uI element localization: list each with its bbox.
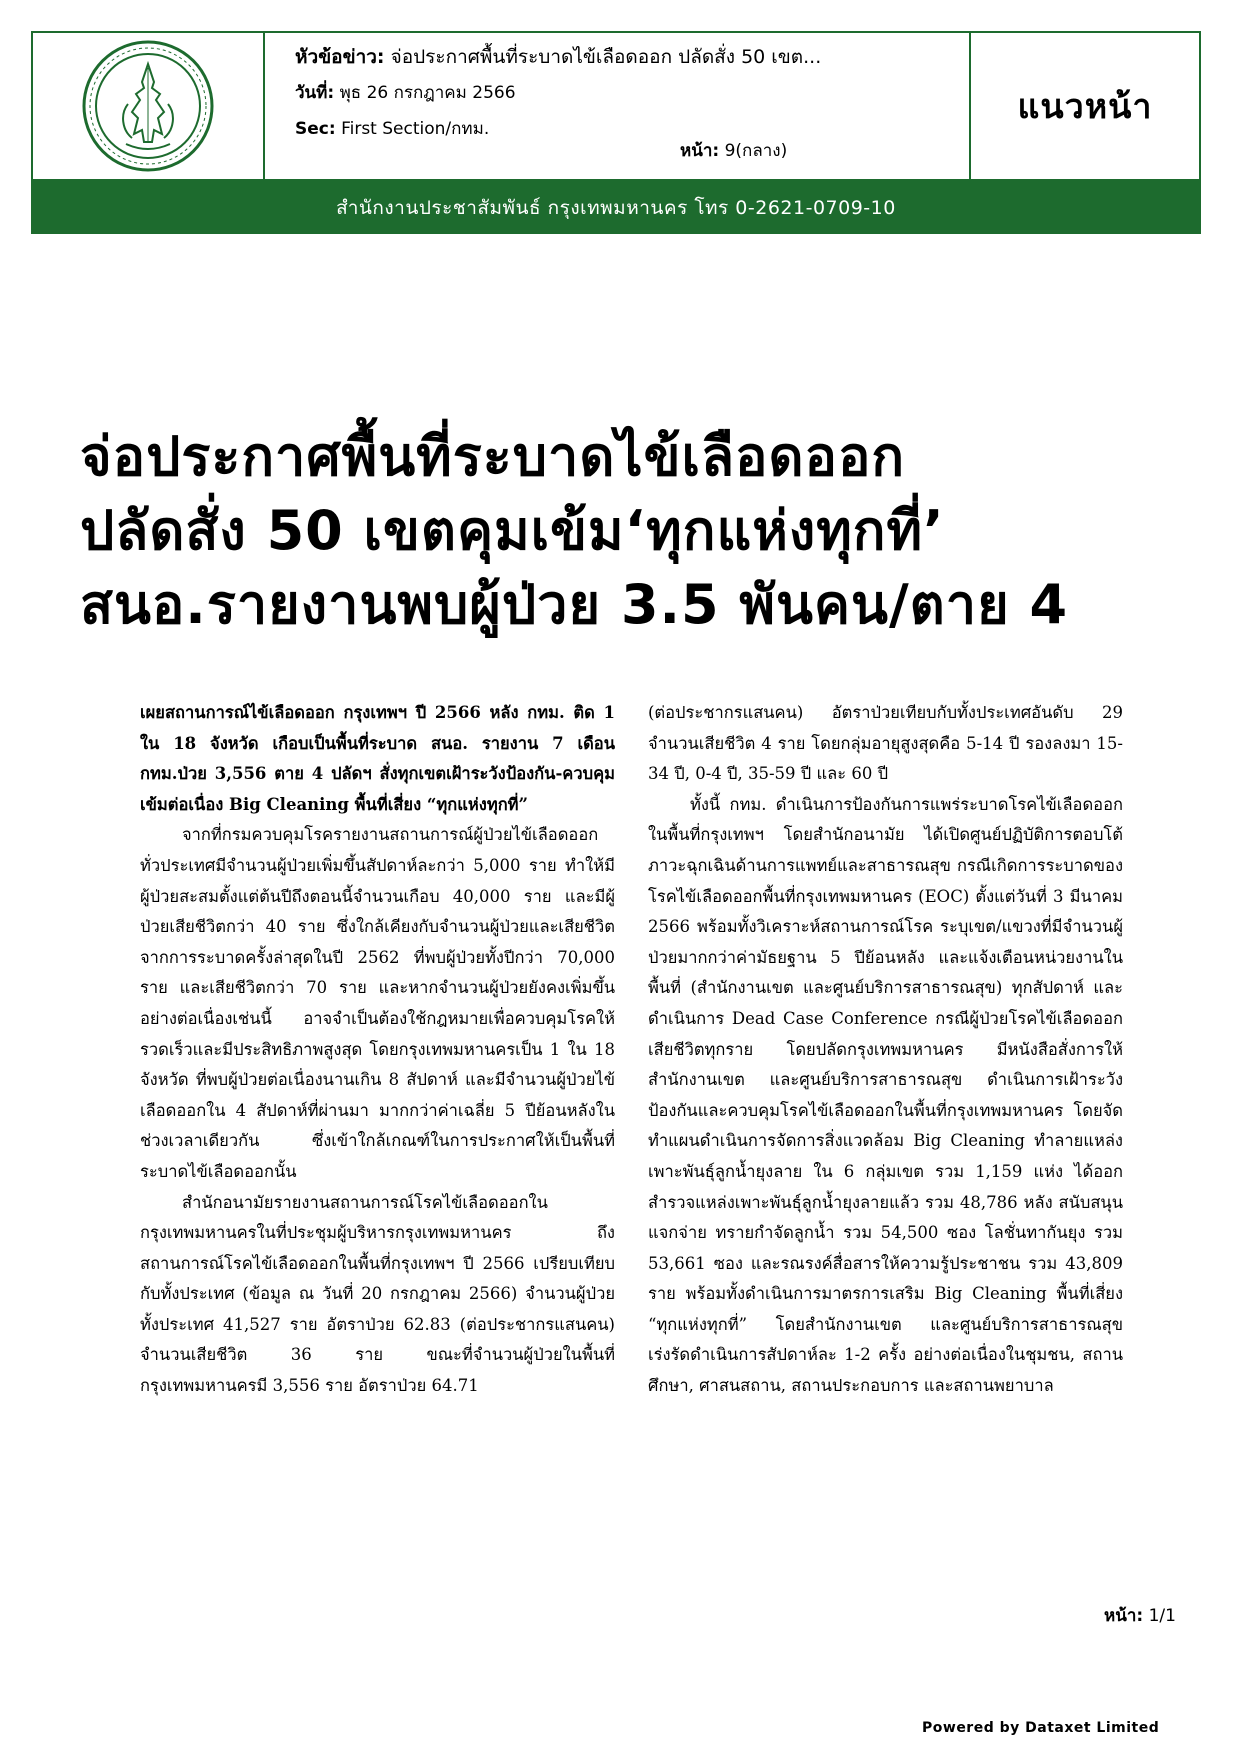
date-row [295,83,969,103]
date-label: วันที่: [295,83,335,103]
logo-cell [33,33,265,179]
title-line-1: จ่อประกาศพื้นที่ระบาดไข้เลือดออก [80,425,906,488]
footer-page-number [1104,1602,1176,1629]
date-value: พุธ 26 กรกฎาคม 2566 [339,83,516,103]
footer-page-value: 1/1 [1148,1606,1176,1626]
paragraph: จากที่กรมควบคุมโรครายงานสถานการณ์ผู้ป่วยไข้เลือดออกทั่วประเทศมีจำนวนผู้ป่วยเพิ่มขึ้นสัปดาห์ละกว่า 5,000 ราย ทำให้มีผู้ป่วยสะสมตั้งแต่ต้นปีถึงตอนนี้จำนวนเกือบ 40,000 ราย และมีผู้ป่วยเสียชีวิตกว่า 40 ราย ซึ่งใกล้เคียงกับจำนวนผู้ป่วยและเสียชีวิตจากการระบาดครั้งล่าสุดในปี 2562 ที่พบผู้ป่วยทั้งปีกว่า 70,000 ราย และเสียชีวิตกว่า 70 ราย และหากจำนวนผู้ป่วยยังคงเพิ่มขึ้นอย่างต่อเนื่องเช่นนี้ อาจจำเป็นต้องใช้กฎหมายเพื่อควบคุมโรคให้รวดเร็วและมีประสิทธิภาพสูงสุด โดยกรุงเทพมหานครเป็น 1 ใน 18 จังหวัด ที่พบผู้ป่วยต่อเนื่องนานเกิน 8 สัปดาห์ และมีจำนวนผู้ป่วยไข้เลือดออกใน 4 สัปดาห์ที่ผ่านมา มากกว่าค่าเฉลี่ย 5 ปีย้อนหลังในช่วงเวลาเดียวกัน ซึ่งเข้าใกล้เกณฑ์ในการประกาศให้เป็นพื้นที่ระบาดไข้เลือดออกนั้น [140,825,615,1181]
article-title [80,420,1180,642]
article-column-right [648,698,1123,1402]
sec-value: First Section/กทม. [341,119,490,139]
page-label: หน้า: [680,141,720,161]
title-line-2: ปลัดสั่ง 50 เขตคุมเข้ม‘ทุกแห่งทุกที่’ [80,499,945,562]
pr-office-bar: สำนักงานประชาสัมพันธ์ กรุงเทพมหานคร โทร 0-2621-0709-10 [31,181,1201,234]
powered-by: Powered by Dataxet Limited [922,1720,1160,1736]
headline-label: หัวข้อข่าว: [295,46,385,68]
page-ref [680,137,787,164]
newspaper-name: แนวหน้า [1017,87,1153,127]
headline-row [295,47,969,67]
sec-label: Sec: [295,119,336,139]
paragraph: (ต่อประชากรแสนคน) อัตราป่วยเทียบกับทั้งประเทศอันดับ 29 จำนวนเสียชีวิต 4 ราย โดยกลุ่มอายุสูงสุดคือ 5-14 ปี รองลงมา 15-34 ปี, 0-4 ปี, 35-59 ปี และ 60 ปี [648,703,1123,784]
section-row [295,119,969,139]
article-column-left [140,698,615,1402]
clipping-info [265,33,971,179]
paragraph: สำนักอนามัยรายงานสถานการณ์โรคไข้เลือดออกในกรุงเทพมหานครในที่ประชุมผู้บริหารกรุงเทพมหานคร ถึงสถานการณ์โรคไข้เลือดออกในพื้นที่กรุงเทพฯ ปี 2566 เปรียบเทียบกับทั้งประเทศ (ข้อมูล ณ วันที่ 20 กรกฎาคม 2566) จำนวนผู้ป่วยทั้งประเทศ 41,527 ราย อัตราป่วย 62.83 (ต่อประชากรแสนคน) จำนวนเสียชีวิต 36 ราย ขณะที่จำนวนผู้ป่วยในพื้นที่กรุงเทพมหานครมี 3,556 ราย อัตราป่วย 64.71 [140,1192,615,1396]
paragraph: ทั้งนี้ กทม. ดำเนินการป้องกันการแพร่ระบาดโรคไข้เลือดออกในพื้นที่กรุงเทพฯ โดยสำนักอนามัย ได้เปิดศูนย์ปฏิบัติการตอบโต้ภาวะฉุกเฉินด้านการแพทย์และสาธารณสุข กรณีเกิดการระบาดของโรคไข้เลือดออกพื้นที่กรุงเทพมหานคร (EOC) ตั้งแต่วันที่ 3 มีนาคม 2566 พร้อมทั้งวิเคราะห์สถานการณ์โรค ระบุเขต/แขวงที่มีจำนวนผู้ป่วยมากกว่าค่ามัธยฐาน 5 ปีย้อนหลัง และแจ้งเตือนหน่วยงานในพื้นที่ (สำนักงานเขต และศูนย์บริการสาธารณสุข) ทุกสัปดาห์ และดำเนินการ Dead Case Conference กรณีผู้ป่วยโรคไข้เลือดออกเสียชีวิตทุกราย โดยปลัดกรุงเทพมหานคร มีหนังสือสั่งการให้สำนักงานเขต และศูนย์บริการสาธารณสุข ดำเนินการเฝ้าระวังป้องกันและควบคุมโรคไข้เลือดออกในพื้นที่กรุงเทพมหานคร โดยจัดทำแผนดำเนินการจัดการสิ่งแวดล้อม Big Cleaning ทำลายแหล่งเพาะพันธุ์ลูกน้ำยุงลาย ใน 6 กลุ่มเขต รวม 1,159 แห่ง ได้ออกสำรวจแหล่งเพาะพันธุ์ลูกน้ำยุงลายแล้ว รวม 48,786 หลัง สนับสนุนแจกจ่าย ทรายกำจัดลูกน้ำ รวม 54,500 ซอง โลชั่นทากันยุง รวม 53,661 ซอง และรณรงค์สื่อสารให้ความรู้ประชาชน รวม 43,809 ราย พร้อมทั้งดำเนินการมาตรการเสริม Big Cleaning พื้นที่เสี่ยง “ทุกแห่งทุกที่” โดยสำนักงานเขต และศูนย์บริการสาธารณสุข เร่งรัดดำเนินการสัปดาห์ละ 1-2 ครั้ง อย่างต่อเนื่องในชุมชน, สถานศึกษา, ศาสนสถาน, สถานประกอบการ และสถานพยาบาล [648,794,1123,1396]
page-value: 9(กลาง) [724,141,788,161]
title-line-3: สนอ.รายงานพบผู้ป่วย 3.5 พันคน/ตาย 4 [80,573,1069,636]
footer-page-label: หน้า: [1104,1606,1144,1626]
bangkok-seal-icon [80,38,216,174]
article-lead: เผยสถานการณ์ไข้เลือดออก กรุงเทพฯ ปี 2566 หลัง กทม. ติด 1 ใน 18 จังหวัด เกือบเป็นพื้นที่ระบาด สนอ. รายงาน 7 เดือน กทม.ป่วย 3,556 ตาย 4 ปลัดฯ สั่งทุกเขตเฝ้าระวังป้องกัน-ควบคุมเข้มต่อเนื่อง Big Cleaning พื้นที่เสี่ยง “ทุกแห่งทุกที่” [140,703,615,814]
headline-value: จ่อประกาศพื้นที่ระบาดไข้เลือดออก ปลัดสั่ง 50 เขต... [390,46,822,68]
clipping-header [31,31,1201,181]
